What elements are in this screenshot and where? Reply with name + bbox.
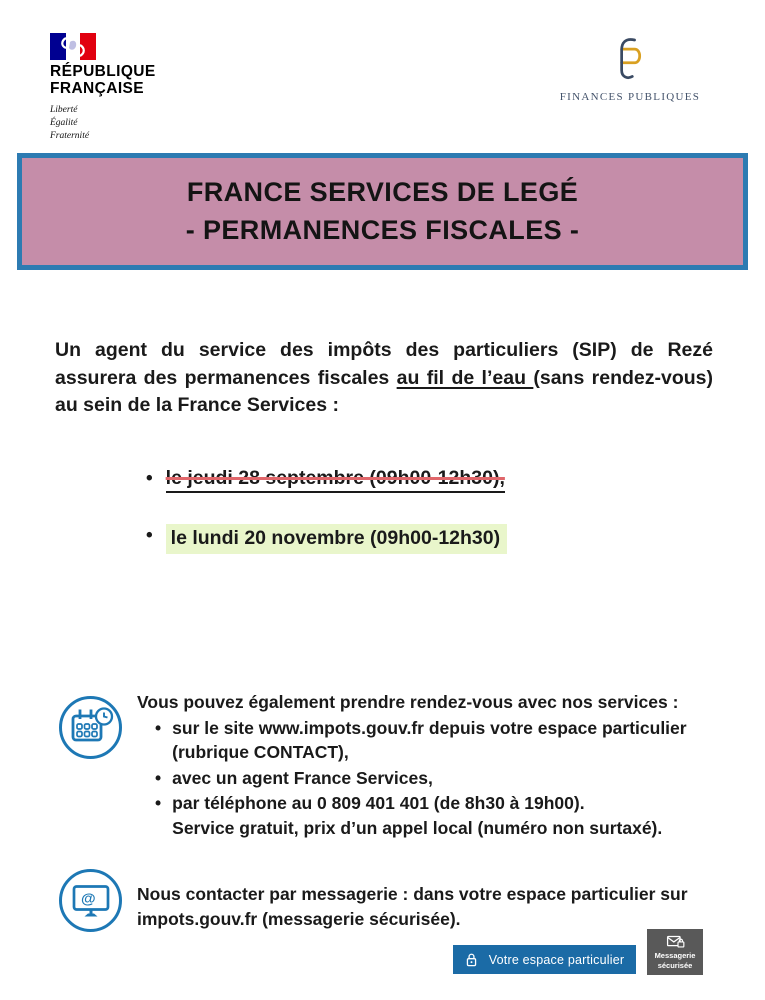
option-agent-text: • avec un agent France Services, bbox=[172, 767, 433, 788]
intro-part1: Un agent du service des impôts des particuliers (SIP) de Rezé assurera des permanences fiscales bbox=[55, 339, 713, 389]
republique-title bbox=[50, 63, 156, 98]
cancelled-date-text: • le jeudi 28 septembre (09h00-12h30), bbox=[166, 467, 505, 493]
list-item-active-date bbox=[146, 524, 507, 554]
highlighted-date-text: • le lundi 20 novembre (09h00-12h30) bbox=[166, 524, 507, 554]
devise-egalite: Égalité bbox=[50, 118, 78, 129]
intro-part2: (sans rendez-vous) au sein de la France Services : bbox=[55, 366, 714, 417]
devise-liberte: Liberté bbox=[50, 104, 78, 115]
list-item-cancelled-date bbox=[146, 467, 507, 493]
calendar-clock-icon bbox=[59, 696, 122, 759]
badge-label-line1: Messagerie bbox=[654, 951, 696, 960]
devise-fraternite: Fraternité bbox=[50, 131, 90, 142]
badge-label-line2: sécurisée bbox=[657, 961, 693, 970]
intro-underlined: au fil de l’eau bbox=[396, 366, 534, 389]
republique-francaise-logo bbox=[50, 33, 156, 144]
option-site-text: • sur le site www.impots.gouv.fr depuis votre espace particulier (rubrique CONTACT), bbox=[172, 717, 687, 762]
svg-text:@: @ bbox=[80, 890, 96, 907]
list-item-telephone bbox=[137, 791, 723, 840]
permanence-dates-list bbox=[146, 467, 507, 585]
rendez-vous-options-list bbox=[137, 716, 723, 841]
list-item-agent bbox=[137, 766, 723, 791]
lock-icon bbox=[465, 952, 478, 967]
espace-particulier-label: Votre espace particulier bbox=[488, 952, 625, 967]
intro-paragraph bbox=[55, 337, 713, 420]
republique-title-line1: RÉPUBLIQUE bbox=[50, 63, 156, 80]
republique-title-line2: FRANÇAISE bbox=[50, 80, 145, 98]
telephone-line1: • par téléphone au 0 809 401 401 (de 8h30 à 19h00). bbox=[172, 793, 585, 813]
secure-mail-icon bbox=[666, 934, 685, 949]
list-item-site bbox=[137, 716, 723, 765]
option-telephone-text bbox=[172, 791, 662, 840]
monitor-at-icon bbox=[59, 869, 122, 932]
page-title-line1: FRANCE SERVICES DE LEGÉ bbox=[186, 177, 579, 207]
messagerie-securisee-badge[interactable] bbox=[647, 929, 703, 975]
fp-monogram-icon bbox=[611, 34, 649, 84]
telephone-line2: Service gratuit, prix d’un appel local (numéro non surtaxé). bbox=[172, 817, 663, 838]
finances-publiques-label: FINANCES PUBLIQUES bbox=[559, 91, 701, 103]
devise bbox=[50, 104, 156, 144]
rendez-vous-intro: Vous pouvez également prendre rendez-vous avec nos services : bbox=[137, 692, 679, 712]
rendez-vous-section bbox=[137, 690, 723, 840]
espace-particulier-button[interactable] bbox=[453, 945, 636, 974]
title-banner bbox=[17, 153, 748, 270]
finances-publiques-logo bbox=[556, 34, 704, 103]
page-title-line2: - PERMANENCES FISCALES - bbox=[185, 215, 580, 245]
messagerie-paragraph: Nous contacter par messagerie : dans votre espace particulier sur impots.gouv.fr (messagerie sécurisée). bbox=[137, 884, 688, 929]
french-flag-icon bbox=[50, 33, 96, 60]
